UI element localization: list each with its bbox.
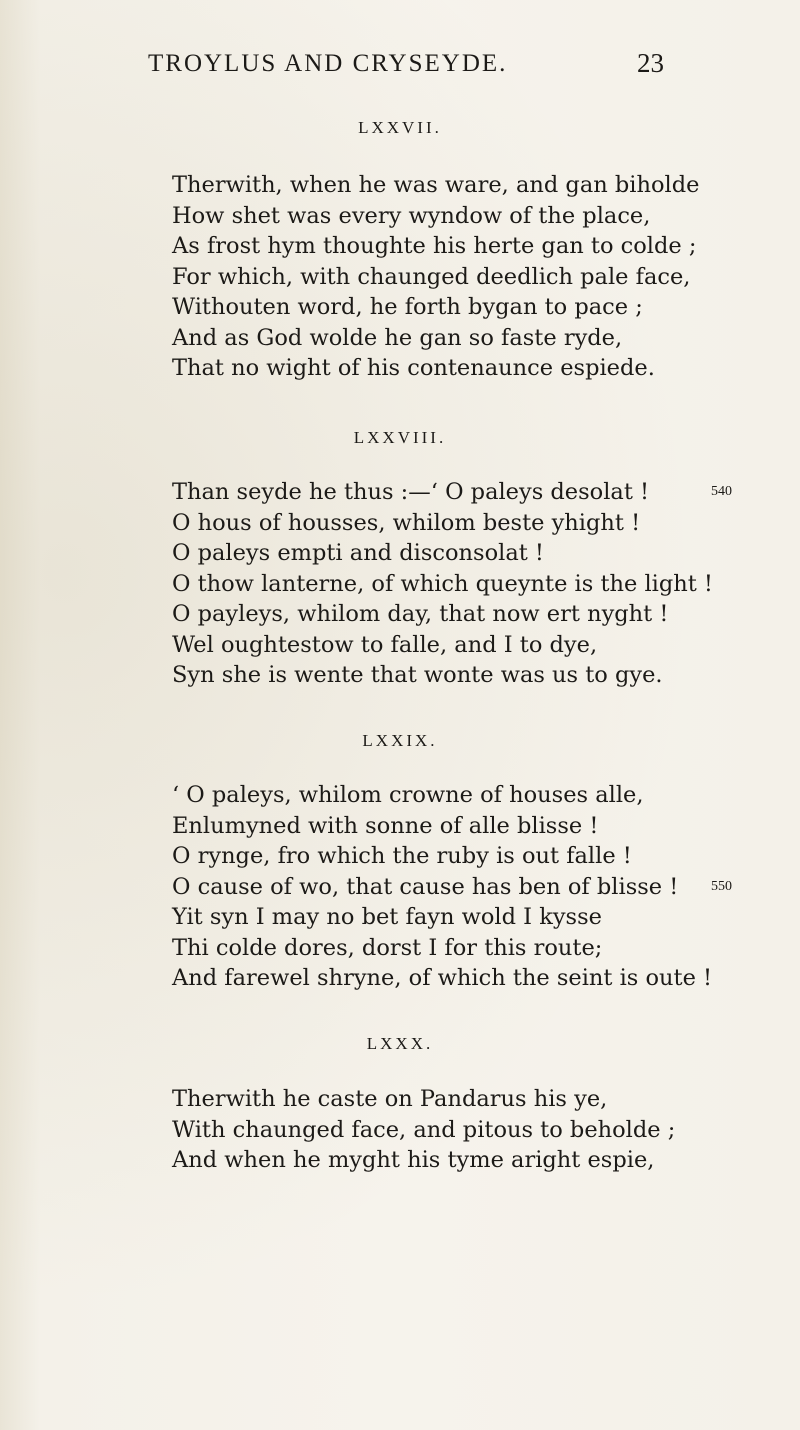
verse-line: Therwith he caste on Pandarus his ye, xyxy=(172,1086,608,1112)
verse-line: O payleys, whilom day, that now ert nyght ! xyxy=(172,601,669,627)
stanza-number: LXXVII. xyxy=(358,118,442,137)
verse-line: O thow lanterne, of which queynte is the light ! xyxy=(172,570,713,597)
verse-line: And when he myght his tyme aright espie, xyxy=(172,1147,655,1173)
verse-line: With chaunged face, and pitous to beholde ; xyxy=(172,1116,676,1143)
running-title: TROYLUS AND CRYSEYDE. xyxy=(148,50,508,77)
verse-line: Thi colde dores, dorst I for this route; xyxy=(172,934,603,961)
verse-line: For which, with chaunged deedlich pale face, xyxy=(172,263,691,290)
line-number: 540 xyxy=(711,484,732,499)
verse-line: Than seyde he thus :—‘ O paleys desolat ! xyxy=(172,479,650,505)
verse-line: As frost hym thoughte his herte gan to colde ; xyxy=(172,233,697,259)
verse-line: Therwith, when he was ware, and gan biholde xyxy=(172,172,700,198)
running-head xyxy=(0,50,800,90)
verse-line: And farewel shryne, of which the seint is oute ! xyxy=(172,965,713,991)
verse-line: Withouten word, he forth bygan to pace ; xyxy=(172,294,643,320)
stanza-number: LXXVIII. xyxy=(353,428,447,447)
verse-line: Yit syn I may no bet fayn wold I kysse xyxy=(172,904,602,930)
page-number: 23 xyxy=(637,48,664,78)
stanza xyxy=(172,780,732,994)
verse-line: Wel oughtestow to falle, and I to dye, xyxy=(172,631,598,658)
verse-line: O cause of wo, that cause has ben of blisse ! xyxy=(172,873,679,900)
verse-line: O paleys empti and disconsolat ! xyxy=(172,540,544,566)
verse-line: O rynge, fro which the ruby is out falle ! xyxy=(172,843,632,869)
verse-line: ‘ O paleys, whilom crowne of houses alle, xyxy=(172,782,644,808)
verse-line: Enlumyned with sonne of alle blisse ! xyxy=(172,812,599,839)
stanza xyxy=(172,1084,732,1176)
verse-line: O hous of housses, whilom beste yhight ! xyxy=(172,509,641,536)
line-number: 550 xyxy=(711,878,732,894)
verse-line: And as God wolde he gan so faste ryde, xyxy=(172,324,623,351)
stanza xyxy=(172,477,732,691)
stanza-number: LXXIX. xyxy=(362,731,438,750)
stanza-number: LXXX. xyxy=(366,1034,434,1053)
verse-line: Syn she is wente that wonte was us to gye. xyxy=(172,662,663,688)
stanza xyxy=(172,170,732,384)
verse-line: That no wight of his contenaunce espiede. xyxy=(172,355,655,381)
verse-line: How shet was every wyndow of the place, xyxy=(172,202,651,229)
